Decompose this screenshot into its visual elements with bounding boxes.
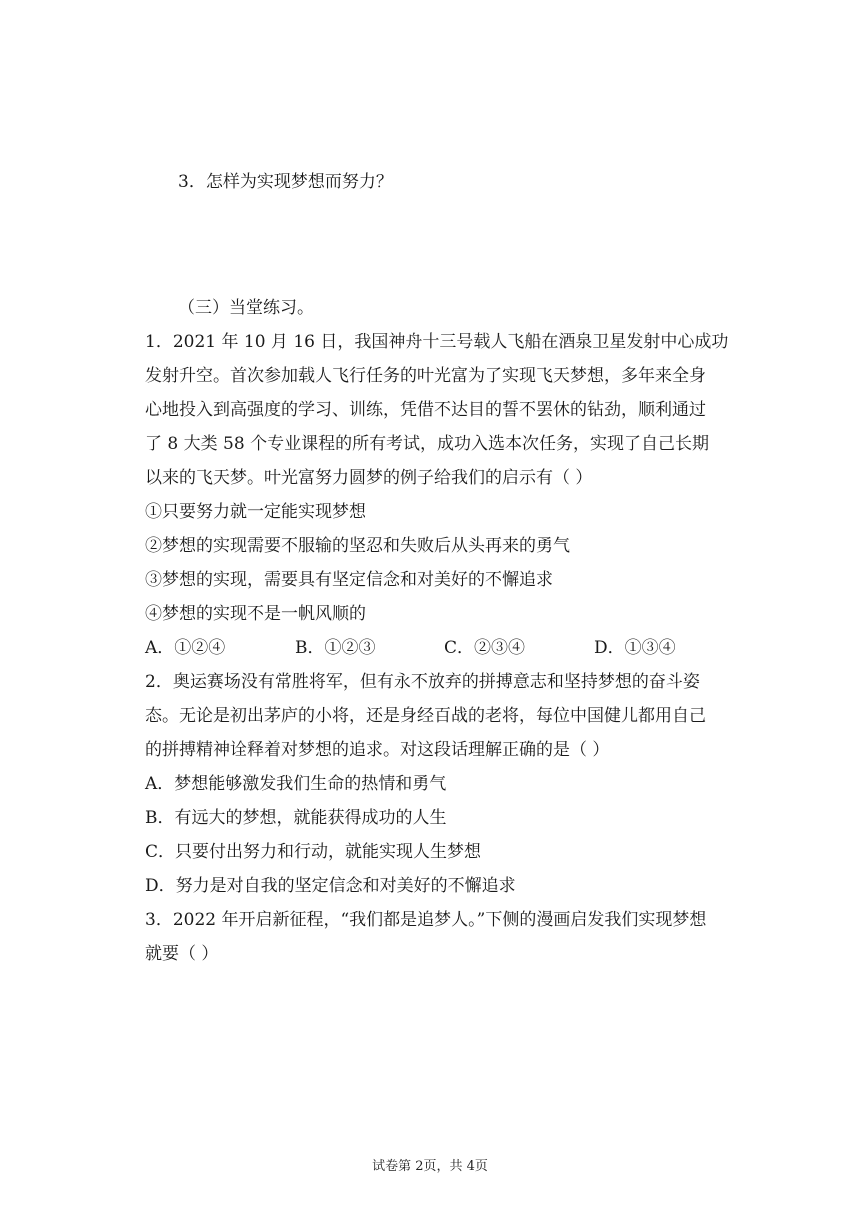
question-1-option-b: B．①②③ <box>295 638 376 658</box>
statement-4: ④梦想的实现不是一帆风顺的 <box>145 604 366 624</box>
question-2-option-a: A．梦想能够激发我们生命的热情和勇气 <box>145 774 447 794</box>
question-1-line: 心地投入到高强度的学习、训练，凭借不达目的誓不罢休的钻劲，顺利通过 <box>145 400 706 420</box>
question-2-option-d: D．努力是对自我的坚定信念和对美好的不懈追求 <box>145 876 516 896</box>
section3-question: 3．怎样为实现梦想而努力？ <box>178 172 393 192</box>
question-1-line: 了 8 大类 58 个专业课程的所有考试，成功入选本次任务，实现了自己长期 <box>145 434 710 454</box>
question-3-line: 3．2022 年开启新征程，“我们都是追梦人。”下侧的漫画启发我们实现梦想 <box>145 910 707 930</box>
question-2-line: 态。无论是初出茅庐的小将，还是身经百战的老将，每位中国健儿都用自己 <box>145 706 706 726</box>
question-1-option-a: A．①②④ <box>145 638 226 658</box>
question-2-line: 的拼搏精神诠释着对梦想的追求。对这段话理解正确的是（ ） <box>145 740 610 760</box>
question-1-option-d: D．①③④ <box>594 638 676 658</box>
practice-heading: （三）当堂练习。 <box>178 298 314 318</box>
question-1-option-c: C．②③④ <box>444 638 526 658</box>
question-2-line: 2．奥运赛场没有常胜将军，但有永不放弃的拼搏意志和坚持梦想的奋斗姿 <box>145 672 700 692</box>
question-2-option-c: C．只要付出努力和行动，就能实现人生梦想 <box>145 842 482 862</box>
statement-3: ③梦想的实现，需要具有坚定信念和对美好的不懈追求 <box>145 570 553 590</box>
question-3-line: 就要（ ） <box>145 944 219 964</box>
page-footer: 试卷第 2页，共 4页 <box>372 1159 488 1174</box>
statement-1: ①只要努力就一定能实现梦想 <box>145 502 366 522</box>
statement-2: ②梦想的实现需要不服输的坚忍和失败后从头再来的勇气 <box>145 536 570 556</box>
question-1-line: 1．2021 年 10 月 16 日，我国神舟十三号载人飞船在酒泉卫星发射中心成功 <box>145 332 729 352</box>
question-2-option-b: B．有远大的梦想，就能获得成功的人生 <box>145 808 447 828</box>
question-1-line: 以来的飞天梦。叶光富努力圆梦的例子给我们的启示有（ ） <box>145 468 593 488</box>
question-1-line: 发射升空。首次参加载人飞行任务的叶光富为了实现飞天梦想，多年来全身 <box>145 366 706 386</box>
